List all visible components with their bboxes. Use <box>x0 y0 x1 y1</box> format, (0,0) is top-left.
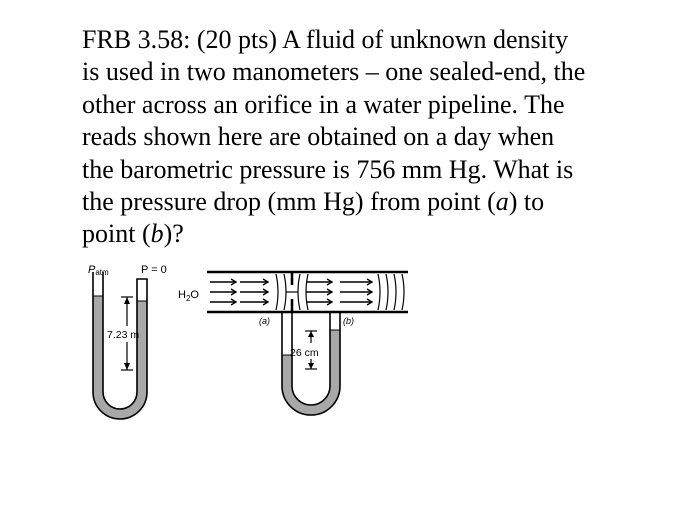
point-b-variable: b <box>150 219 164 249</box>
problem-line-6-start: the pressure drop (mm Hg) from point ( <box>82 187 496 217</box>
p-zero-label: P = 0 <box>141 264 167 276</box>
problem-line-7-end: )? <box>163 219 184 249</box>
problem-line-3: other across an orifice in a water pipeline. The <box>82 89 565 119</box>
water-pipeline <box>178 272 408 326</box>
problem-line-6-end: ) to <box>508 187 545 217</box>
problem-line-7-start: point ( <box>82 219 151 249</box>
left-manometer-fluid <box>93 296 147 419</box>
problem-line-2: is used in two manometers – one sealed-end, the <box>82 57 586 87</box>
right-reading-label: 26 cm <box>290 347 319 359</box>
p-atm-label: Patm <box>88 264 109 277</box>
differential-manometer <box>282 325 340 415</box>
sealed-end-cap <box>137 279 147 284</box>
left-reading-label: 7.23 m <box>107 329 140 341</box>
problem-line-4: reads shown here are obtained on a day when <box>82 122 555 152</box>
orifice-plate <box>286 272 298 312</box>
sealed-end-manometer <box>88 264 167 419</box>
point-b-label: (b) <box>343 316 354 326</box>
problem-line-5: the barometric pressure is 756 mm Hg. What is <box>82 154 574 184</box>
point-a-label: (a) <box>259 316 270 326</box>
problem-line-1: FRB 3.58: (20 pts) A fluid of unknown density <box>82 25 569 54</box>
water-label: $H_2O$ <box>178 289 199 303</box>
point-a-variable: a <box>495 187 509 217</box>
